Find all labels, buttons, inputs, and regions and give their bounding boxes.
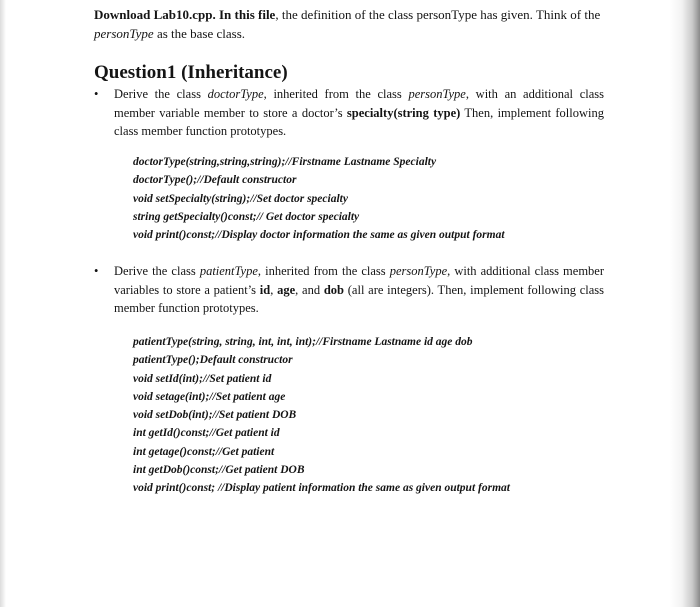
bullet1-text-3: , with an additional class member variable member to store a doctor’s — [114, 87, 605, 120]
bullet2-base-class: personType — [389, 264, 448, 278]
bullet1-text-4: Then, implement following class member function prototypes. — [114, 105, 605, 138]
id-field-text: id — [259, 282, 271, 297]
intro-class-name: personType — [416, 7, 477, 22]
code-line: doctorType();//Default constructor — [133, 174, 297, 187]
patient-prototypes — [133, 333, 510, 498]
specialty-type-text: specialty(string type) — [346, 105, 461, 120]
dob-field-text: dob — [323, 282, 345, 297]
bullet2-text-2: , inherited from the class — [257, 264, 390, 278]
bullet-doctor-type — [94, 85, 604, 141]
code-line: void setSpecialty(string);//Set doctor specialty — [133, 192, 348, 205]
bullet1-base-class: personType — [408, 87, 466, 101]
doctor-class-name: doctorType — [207, 87, 264, 101]
bullet-patient-text — [114, 262, 604, 318]
code-line: int getDob()const;//Get patient DOB — [133, 464, 305, 477]
bullet-symbol: • — [94, 87, 99, 101]
age-field-text: age — [277, 282, 296, 297]
bullet-symbol: • — [94, 264, 99, 278]
doctor-prototypes — [133, 153, 505, 244]
patient-class-name: patientType — [199, 264, 258, 278]
code-line: void print()const; //Display patient information the same as given output format — [133, 482, 510, 495]
bullet2-text-1: Derive the class — [114, 264, 200, 278]
separator-text: , and — [295, 282, 324, 297]
code-line: patientType();Default constructor — [133, 354, 293, 367]
intro-class-name-italic: personType — [94, 26, 154, 41]
bullet-doctor-text — [114, 85, 604, 141]
bullet1-text-2: , inherited from the class — [263, 87, 409, 101]
code-line: void setage(int);//Set patient age — [133, 390, 286, 403]
intro-text-2: has given. Think of the — [476, 7, 601, 22]
intro-paragraph — [94, 5, 614, 43]
code-line: int getId()const;//Get patient id — [133, 427, 280, 440]
bullet1-text-1: Derive the class — [114, 87, 208, 101]
code-line: void print()const;//Display doctor information the same as given output format — [133, 229, 505, 242]
code-line: string getSpecialty()const;// Get doctor specialty — [133, 210, 360, 223]
intro-text-1: , the definition of the class — [275, 7, 417, 22]
bullet2-text-4: (all are integers). Then, implement following class member function prototypes. — [114, 282, 604, 315]
page-left-shadow — [0, 0, 6, 607]
bullet-patient-type — [94, 262, 604, 318]
bullet2-text-3: , with additional class member variables to store a patient’s — [114, 264, 605, 297]
question-heading: Question1 (Inheritance) — [94, 62, 288, 83]
in-this-file-text: In this file — [218, 7, 276, 22]
code-line: patientType(string, string, int, int, int);//Firstname Lastname id age dob — [133, 336, 473, 348]
code-line: doctorType(string,string,string);//Firstname Lastname Specialty — [133, 156, 437, 168]
code-line: int getage()const;//Get patient — [133, 445, 275, 458]
page-right-shadow — [670, 0, 700, 607]
intro-text-3: as the base class. — [153, 26, 246, 41]
code-line: void setDob(int);//Set patient DOB — [133, 409, 297, 422]
download-instruction: Download Lab10.cpp. — [94, 7, 216, 22]
separator-text: , — [270, 282, 278, 297]
code-line: void setId(int);//Set patient id — [133, 372, 272, 385]
